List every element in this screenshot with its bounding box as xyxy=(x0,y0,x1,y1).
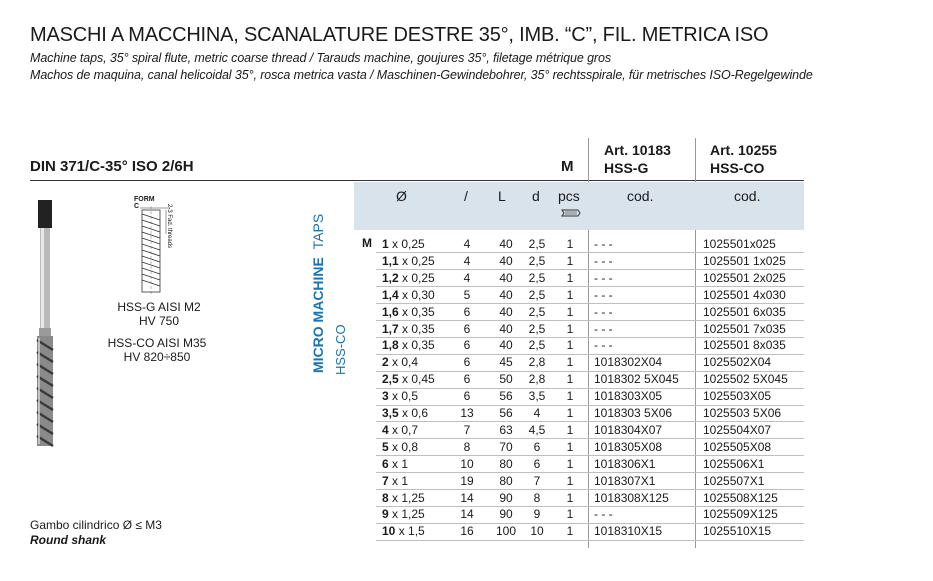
code-10255-cell: 1025505X08 xyxy=(703,439,772,454)
length-cell: 90 xyxy=(499,507,513,522)
thread-drawing-icon xyxy=(126,204,186,294)
flutes-cell: 4 xyxy=(463,253,471,268)
pieces-cell: 1 xyxy=(566,389,574,404)
pieces-cell: 1 xyxy=(566,422,574,437)
flutes-cell: 8 xyxy=(463,439,471,454)
size-value: 8 xyxy=(382,490,389,505)
size-value: 10 xyxy=(382,524,396,539)
pitch-value: x 0,25 xyxy=(402,253,435,268)
table-row xyxy=(354,422,804,439)
pitch-value: x 0,45 xyxy=(402,372,435,387)
col-length: L xyxy=(498,188,506,204)
col-pieces: pcs xyxy=(558,188,580,204)
pieces-cell: 1 xyxy=(566,355,574,370)
code-10255-cell: 1025504X07 xyxy=(703,422,772,437)
table-row xyxy=(354,304,804,321)
length-cell: 40 xyxy=(499,270,513,285)
length-cell: 80 xyxy=(499,473,513,488)
row-divider xyxy=(376,540,804,541)
pieces-cell: 1 xyxy=(566,372,574,387)
size-cell xyxy=(382,423,442,437)
size-value: 1,6 xyxy=(382,304,399,319)
code-10255-cell: 1025501 8x035 xyxy=(703,338,786,353)
table-row xyxy=(354,236,804,253)
table-row xyxy=(354,337,804,354)
size-cell xyxy=(382,406,442,420)
code-10255-cell: 1025501x025 xyxy=(703,237,776,251)
code-10183-cell: 1018303X05 xyxy=(594,389,663,404)
size-value: 1,2 xyxy=(382,270,399,285)
pitch-value: x 0,35 xyxy=(402,338,435,353)
pieces-cell: 1 xyxy=(566,490,574,505)
col-flutes: / xyxy=(464,188,468,204)
pieces-cell: 1 xyxy=(566,439,574,454)
code-10255-cell: 1025509X125 xyxy=(703,507,778,522)
length-cell: 40 xyxy=(499,253,513,268)
flutes-cell: 14 xyxy=(460,507,474,522)
article-number: Art. 10183 xyxy=(604,142,671,158)
code-10255-cell: 1025503X05 xyxy=(703,389,772,404)
shank-cell: 6 xyxy=(533,439,541,454)
flutes-cell: 6 xyxy=(463,304,471,319)
shank-cell: 2,5 xyxy=(528,287,546,302)
size-cell xyxy=(382,524,442,538)
code-10183-cell: 1018302X04 xyxy=(594,355,663,370)
flutes-cell: 5 xyxy=(463,287,471,302)
length-cell: 40 xyxy=(499,338,513,353)
pieces-cell: 1 xyxy=(566,507,574,522)
code-10255-cell: 1025501 1x025 xyxy=(703,253,786,268)
flutes-cell: 6 xyxy=(463,321,471,336)
pieces-cell: 1 xyxy=(566,473,574,488)
length-cell: 80 xyxy=(499,456,513,471)
pieces-cell: 1 xyxy=(566,287,574,302)
code-10183-cell: 1018310X15 xyxy=(594,524,663,539)
pitch-value: x 0,6 xyxy=(402,406,429,420)
pitch-value: x 0,4 xyxy=(392,355,419,370)
pitch-value: x 1 xyxy=(392,473,409,488)
size-value: 1 xyxy=(382,237,389,251)
package-icon xyxy=(560,208,582,218)
col-shank-d: d xyxy=(532,188,540,204)
size-value: 4 xyxy=(382,422,389,437)
size-cell xyxy=(382,457,442,471)
code-10183-cell: - - - xyxy=(594,253,613,268)
col-cod-10255: cod. xyxy=(734,188,761,204)
flutes-cell: 4 xyxy=(463,270,471,285)
size-cell xyxy=(382,338,442,352)
length-cell: 40 xyxy=(499,287,513,302)
form-label: FORM C xyxy=(134,196,155,210)
article-material: HSS-G xyxy=(604,160,649,176)
shank-cell: 2,5 xyxy=(528,237,546,251)
size-value: 2 xyxy=(382,355,389,370)
pitch-value: x 0,35 xyxy=(402,304,435,319)
pieces-cell: 1 xyxy=(566,456,574,471)
code-10183-cell: 1018306X1 xyxy=(594,456,656,471)
size-cell xyxy=(382,254,442,268)
size-cell xyxy=(382,491,442,505)
table-row xyxy=(354,490,804,507)
size-cell xyxy=(382,474,442,488)
m-heading: M xyxy=(561,158,574,175)
pitch-value: x 0,25 xyxy=(392,237,425,251)
shank-cell: 4,5 xyxy=(528,422,546,437)
pitch-value: x 0,8 xyxy=(392,439,419,454)
pitch-value: x 0,25 xyxy=(402,270,435,285)
pieces-cell: 1 xyxy=(566,406,574,420)
size-cell xyxy=(382,271,442,285)
hss-co-label: HSS-CO xyxy=(333,324,348,375)
length-cell: 40 xyxy=(499,304,513,319)
table-row xyxy=(354,473,804,490)
pieces-cell: 1 xyxy=(566,304,574,319)
tap-illustration xyxy=(36,200,60,450)
table-row xyxy=(354,405,804,422)
shank-cell: 6 xyxy=(533,456,541,471)
shank-cell: 2,8 xyxy=(528,372,546,387)
code-10255-cell: 1025502X04 xyxy=(703,355,772,370)
code-10183-cell: 1018303 5X06 xyxy=(594,406,673,420)
code-10255-cell: 1025506X1 xyxy=(703,456,765,471)
length-cell: 63 xyxy=(499,422,513,437)
shank-cell: 2,5 xyxy=(528,270,546,285)
size-value: 5 xyxy=(382,439,389,454)
code-10183-cell: - - - xyxy=(594,321,613,336)
length-cell: 56 xyxy=(499,406,513,420)
length-cell: 45 xyxy=(499,355,513,370)
size-value: 7 xyxy=(382,473,389,488)
shank-cell: 2,5 xyxy=(528,253,546,268)
code-10255-cell: 1025510X15 xyxy=(703,524,772,539)
pieces-cell: 1 xyxy=(566,237,574,251)
shank-cell: 2,5 xyxy=(528,321,546,336)
table-row xyxy=(354,456,804,473)
size-value: 2,5 xyxy=(382,372,399,387)
flutes-cell: 4 xyxy=(463,237,471,251)
size-value: 3,5 xyxy=(382,406,399,420)
length-cell: 100 xyxy=(495,524,517,539)
size-cell xyxy=(382,355,442,369)
pieces-cell: 1 xyxy=(566,270,574,285)
length-cell: 56 xyxy=(499,389,513,404)
shank-cell: 10 xyxy=(530,524,544,539)
shank-cell: 2,5 xyxy=(528,304,546,319)
size-cell xyxy=(382,372,442,386)
subtitle-2: Machos de maquina, canal helicoidal 35°, rosca metrica vasta / Maschinen-Gewindebohrer, 35° rechtsspirale, für metrisches ISO-Regelgewinde xyxy=(30,68,813,82)
shank-cell: 3,5 xyxy=(528,389,546,404)
pieces-cell: 1 xyxy=(566,524,574,539)
code-10183-cell: - - - xyxy=(594,237,613,251)
pieces-cell: 1 xyxy=(566,253,574,268)
table-row xyxy=(354,523,804,540)
col-cod-10183: cod. xyxy=(627,188,654,204)
material-hss-co: HSS-CO AISI M35 HV 820÷850 xyxy=(107,336,207,364)
code-10183-cell: - - - xyxy=(594,304,613,319)
code-10183-cell: 1018304X07 xyxy=(594,422,663,437)
m-row-label: M xyxy=(362,236,372,250)
flutes-cell: 13 xyxy=(460,406,474,420)
flutes-cell: 6 xyxy=(463,338,471,353)
table-row xyxy=(354,354,804,371)
length-cell: 90 xyxy=(499,490,513,505)
flutes-cell: 6 xyxy=(463,389,471,404)
length-cell: 40 xyxy=(499,321,513,336)
code-10255-cell: 1025501 6x035 xyxy=(703,304,786,319)
page-title: MASCHI A MACCHINA, SCANALATURE DESTRE 35°, IMB. “C”, FIL. METRICA ISO xyxy=(30,24,769,46)
code-10183-cell: 1018305X08 xyxy=(594,439,663,454)
size-value: 6 xyxy=(382,456,389,471)
size-cell xyxy=(382,440,442,454)
code-10183-cell: 1018307X1 xyxy=(594,473,656,488)
flutes-cell: 19 xyxy=(460,473,474,488)
pieces-cell: 1 xyxy=(566,338,574,353)
size-cell xyxy=(382,389,442,403)
size-cell xyxy=(382,322,442,336)
din-standard: DIN 371/C-35° ISO 2/6H xyxy=(30,158,194,175)
table-row xyxy=(354,287,804,304)
pitch-value: x 1,5 xyxy=(398,524,425,539)
length-cell: 50 xyxy=(499,372,513,387)
size-value: 1,4 xyxy=(382,287,399,302)
flutes-label: 2-3 Fad. threads xyxy=(166,204,172,249)
article-number: Art. 10255 xyxy=(710,142,777,158)
table-row xyxy=(354,321,804,338)
shank-cell: 7 xyxy=(533,473,541,488)
size-value: 9 xyxy=(382,507,389,522)
size-cell xyxy=(382,305,442,319)
code-10255-cell: 1025507X1 xyxy=(703,473,765,488)
flutes-cell: 7 xyxy=(463,422,471,437)
code-10255-cell: 1025501 4x030 xyxy=(703,287,786,302)
size-value: 1,8 xyxy=(382,338,399,353)
flutes-cell: 10 xyxy=(460,456,474,471)
pitch-value: x 0,30 xyxy=(402,287,435,302)
header-divider xyxy=(30,180,804,181)
material-hss-g: HSS-G AISI M2 HV 750 xyxy=(117,300,201,328)
subtitle-1: Machine taps, 35° spiral flute, metric coarse thread / Tarauds machine, goujures 35°, filetage métrique gros xyxy=(30,51,611,65)
micro-machine-label: MICRO MACHINE TAPS xyxy=(310,213,326,373)
code-10255-cell: 1025503 5X06 xyxy=(703,406,782,420)
shank-cell: 4 xyxy=(533,406,541,420)
table-row xyxy=(354,439,804,456)
flutes-cell: 6 xyxy=(463,372,471,387)
code-10255-cell: 1025502 5X045 xyxy=(703,372,788,387)
article-10183 xyxy=(604,141,671,177)
size-value: 3 xyxy=(382,389,389,404)
size-cell xyxy=(382,507,442,521)
size-cell xyxy=(382,288,442,302)
code-10255-cell: 1025501 7x035 xyxy=(703,321,786,336)
shank-note-en: Round shank xyxy=(30,533,107,547)
pitch-value: x 1,25 xyxy=(392,490,425,505)
table-row xyxy=(354,371,804,388)
code-10255-cell: 1025501 2x025 xyxy=(703,270,786,285)
code-10183-cell: - - - xyxy=(594,287,613,302)
flutes-cell: 6 xyxy=(463,355,471,370)
code-10183-cell: - - - xyxy=(594,338,613,353)
pitch-value: x 1,25 xyxy=(392,507,425,522)
col-diameter: Ø xyxy=(396,188,407,204)
pitch-value: x 1 xyxy=(392,456,409,471)
pitch-value: x 0,5 xyxy=(392,389,419,404)
shank-cell: 2,5 xyxy=(528,338,546,353)
flutes-cell: 16 xyxy=(460,524,474,539)
code-10183-cell: 1018302 5X045 xyxy=(594,372,679,387)
code-10183-cell: - - - xyxy=(594,507,613,522)
shank-note: Gambo cilindrico Ø ≤ M3 xyxy=(30,518,162,532)
table-row xyxy=(354,270,804,287)
code-10183-cell: 1018308X125 xyxy=(594,490,669,505)
table-row xyxy=(354,506,804,523)
shank-cell: 2,8 xyxy=(528,355,546,370)
shank-cell: 9 xyxy=(533,507,541,522)
size-value: 1,1 xyxy=(382,253,399,268)
code-10183-cell: - - - xyxy=(594,270,613,285)
code-10255-cell: 1025508X125 xyxy=(703,490,778,505)
pitch-value: x 0,35 xyxy=(402,321,435,336)
table-row xyxy=(354,388,804,405)
flutes-cell: 14 xyxy=(460,490,474,505)
article-10255 xyxy=(710,141,777,177)
length-cell: 70 xyxy=(499,439,513,454)
shank-cell: 8 xyxy=(533,490,541,505)
pieces-cell: 1 xyxy=(566,321,574,336)
article-material: HSS-CO xyxy=(710,160,765,176)
size-value: 1,7 xyxy=(382,321,399,336)
length-cell: 40 xyxy=(499,237,513,251)
pitch-value: x 0,7 xyxy=(392,422,419,437)
table-row xyxy=(354,253,804,270)
size-cell xyxy=(382,237,442,251)
